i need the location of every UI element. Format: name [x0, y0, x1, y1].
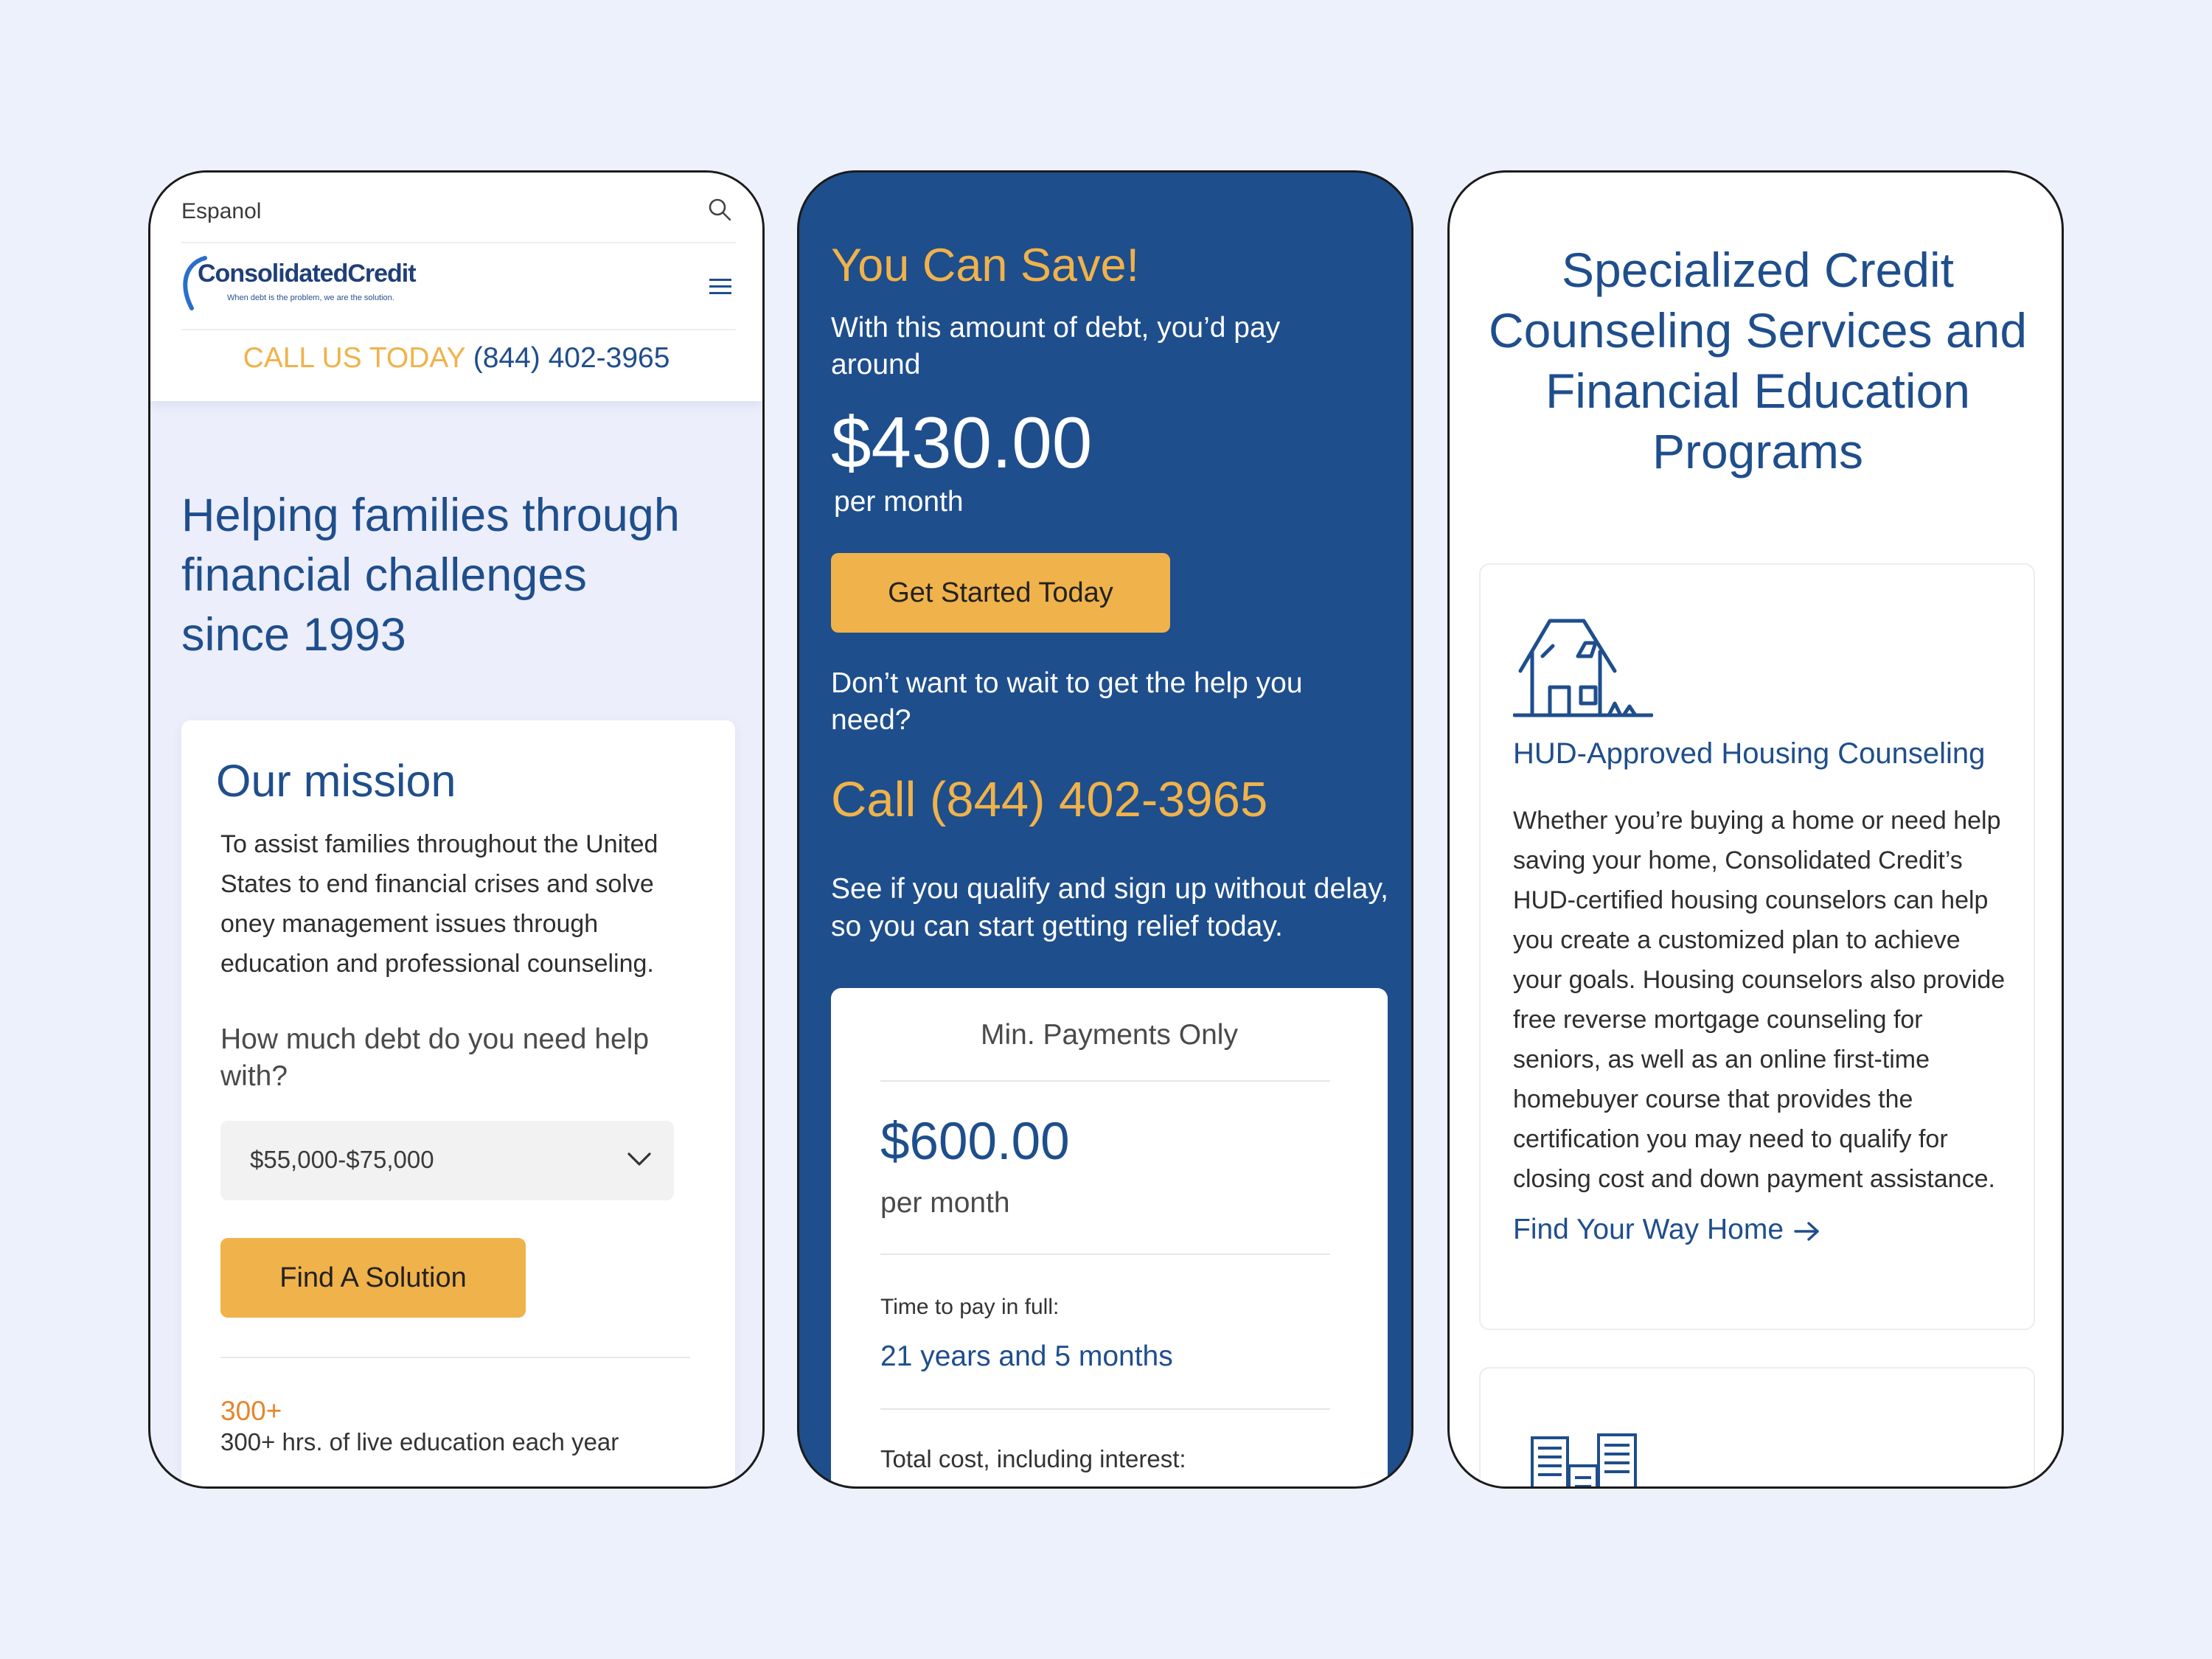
time-to-pay-value: 21 years and 5 months [880, 1340, 1173, 1372]
language-link[interactable]: Espanol [181, 199, 262, 223]
logo-text: ConsolidatedCredit [198, 260, 416, 288]
buildings-icon [1528, 1430, 1638, 1489]
header-divider [181, 242, 736, 243]
phone-screen-services [1447, 170, 2064, 1489]
find-solution-button[interactable]: Find A Solution [220, 1238, 526, 1318]
debt-amount-select[interactable] [220, 1121, 674, 1200]
service-card-housing [1479, 563, 2035, 1330]
services-title: Specialized Credit Counseling Services and Financial Education Programs [1488, 243, 2028, 479]
savings-per-month: per month [834, 486, 964, 518]
site-header [150, 173, 762, 401]
header-divider [181, 329, 736, 330]
find-your-way-home-link[interactable] [1513, 1214, 1822, 1246]
debt-question: How much debt do you need help with? [220, 1023, 650, 1092]
phone-screen-savings [797, 170, 1413, 1489]
mission-text: To assist families throughout the United States to end financial crises and solve oney management issues through education and professional counseling. [220, 830, 658, 978]
min-payments-card [831, 988, 1388, 1489]
service-card-text: Whether you’re buying a home or need help saving your home, Consolidated Credit’s HUD-certified housing counselors can help you create a customized plan to achieve your goals. Housing counselors also provide free reverse mortgage counseling for seniors, as well as an online first-time homebuyer course that provides the certification you may need to qualify for closing cost and down payment assistance. [1513, 807, 2006, 1193]
debt-amount-value: $55,000-$75,000 [250, 1146, 434, 1173]
hamburger-menu-icon[interactable] [709, 277, 731, 296]
service-card-second [1479, 1367, 2035, 1489]
logo-tagline: When debt is the problem, we are the solution. [227, 293, 394, 302]
logo[interactable] [178, 254, 444, 320]
divider [880, 1080, 1330, 1082]
arrow-right-icon [1792, 1221, 1822, 1242]
mission-card [181, 720, 735, 1489]
search-icon[interactable] [708, 198, 731, 221]
hero-title: Helping families through financial challenges since 1993 [181, 490, 680, 661]
savings-amount: $430.00 [831, 402, 1093, 483]
chevron-down-icon [626, 1150, 653, 1168]
get-started-button[interactable]: Get Started Today [831, 553, 1170, 633]
savings-subtitle: With this amount of debt, you’d pay around [831, 312, 1281, 380]
link-label: Find Your Way Home [1513, 1214, 1784, 1245]
card-amount: $600.00 [880, 1113, 1070, 1171]
phone-screen-home [148, 170, 765, 1489]
stat-description: 300+ hrs. of live education each year [220, 1428, 619, 1455]
divider [880, 1408, 1330, 1410]
card-title: Min. Payments Only [981, 1019, 1238, 1051]
stat-value: 300+ [220, 1396, 282, 1426]
call-phone-link[interactable]: Call (844) 402-3965 [831, 772, 1268, 827]
call-us-phone[interactable]: (844) 402-3965 [473, 342, 670, 374]
card-per-month: per month [880, 1187, 1010, 1219]
time-to-pay-label: Time to pay in full: [880, 1295, 1060, 1319]
divider [220, 1357, 690, 1358]
total-cost-label: Total cost, including interest: [880, 1445, 1186, 1472]
call-us-label: CALL US TODAY [243, 342, 465, 374]
call-us-banner[interactable] [150, 342, 762, 375]
divider [880, 1253, 1330, 1255]
house-icon [1513, 616, 1653, 720]
qualify-text: See if you qualify and sign up without delay, so you can start getting relief today. [831, 873, 1388, 942]
service-card-title[interactable]: HUD-Approved Housing Counseling [1513, 737, 1986, 770]
mission-title: Our mission [216, 756, 456, 806]
savings-title: You Can Save! [831, 240, 1139, 291]
wait-text: Don’t want to wait to get the help you need? [831, 667, 1303, 736]
